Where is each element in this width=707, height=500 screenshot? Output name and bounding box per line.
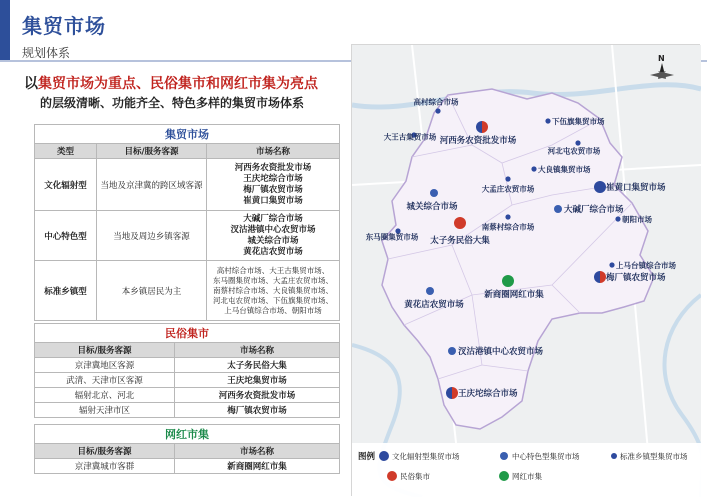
map-marker[interactable]: [384, 132, 437, 142]
folk-table-caption: 民俗集市: [35, 324, 340, 343]
legend-net-icon: [499, 471, 509, 481]
market-row-type: 文化辐射型: [35, 159, 97, 211]
net-marker-icon: [502, 275, 514, 287]
folk-header-target: 目标/服务客源: [35, 343, 175, 358]
market-name: 大碱厂综合市场: [243, 213, 303, 224]
market-name: 东马圈集贸市场、大孟庄农贸市场、: [213, 275, 333, 285]
marker-label: 朝阳市场: [622, 215, 652, 224]
folk-row-name: 王庆坨集贸市场: [175, 373, 340, 388]
culture-marker-icon: [594, 181, 606, 193]
market-table: [34, 124, 340, 321]
page-title: 集贸市场: [22, 14, 106, 38]
folk-row-target: 辐射北京、河北: [35, 388, 175, 403]
marker-label: 大碱厂综合市场: [564, 205, 624, 215]
net-header-target: 目标/服务客源: [35, 444, 175, 459]
net-row-target: 京津冀城市客群: [35, 459, 175, 474]
marker-label: 南蔡村综合市场: [481, 222, 535, 232]
folk-row-target: 京津冀地区客源: [35, 358, 175, 373]
folk-row-name: 太子务民俗大集: [175, 358, 340, 373]
net-row-name: 新商圈网红市集: [175, 459, 340, 474]
folk-row-target: 武清、天津市区客源: [35, 373, 175, 388]
market-header-type: 类型: [35, 144, 97, 159]
market-row-type: 标准乡镇型: [35, 261, 97, 321]
standard-marker-icon: [505, 214, 510, 219]
marker-label: 大良镇集贸市场: [538, 165, 591, 174]
standard-marker-icon: [575, 140, 580, 145]
standard-marker-icon: [609, 262, 614, 267]
market-row-target: 当地及京津冀的跨区域客源: [97, 159, 207, 211]
market-name: 河西务农资批发市场: [234, 162, 312, 173]
legend-item: 标准乡镇型集贸市场: [620, 452, 688, 461]
marker-label: 崔黄口集贸市场: [606, 183, 666, 193]
marker-label: 城关综合市场: [406, 202, 458, 212]
marker-label: 梅厂镇农贸市场: [606, 273, 666, 283]
district-map[interactable]: [351, 44, 700, 496]
standard-marker-icon: [531, 166, 536, 171]
folk-header-name: 市场名称: [175, 343, 340, 358]
market-row-target: 当地及周边乡镇客源: [97, 211, 207, 261]
headline-prefix: 以: [24, 76, 38, 92]
map-marker[interactable]: [448, 346, 544, 357]
table-row: [35, 403, 340, 418]
center-marker-icon: [554, 205, 562, 213]
marker-label: 新商圈网红市集: [484, 290, 544, 300]
market-header-names: 市场名称: [207, 144, 340, 159]
marker-label: 王庆坨综合市场: [458, 389, 518, 399]
market-table-caption: 集贸市场: [35, 125, 340, 144]
legend-center-icon: [500, 452, 508, 460]
marker-label: 太子务民俗大集: [430, 236, 490, 246]
center-marker-icon: [426, 287, 434, 295]
legend-standard-icon: [611, 453, 617, 459]
table-row: [35, 261, 340, 321]
net-header-name: 市场名称: [175, 444, 340, 459]
market-name: 高村综合市场、大王古集贸市场、: [216, 265, 330, 275]
marker-label: 黄花店农贸市场: [404, 300, 464, 310]
table-row: [35, 358, 340, 373]
market-name: 上马台镇综合市场、朝阳市场: [224, 305, 322, 315]
marker-label: 河北屯农贸市场: [547, 146, 601, 156]
market-name: 城关综合市场: [247, 235, 299, 246]
market-name: 黄花店农贸市场: [243, 246, 303, 257]
table-row: [35, 459, 340, 474]
map-marker[interactable]: [609, 260, 676, 270]
folk-row-name: 梅厂镇农贸市场: [175, 403, 340, 418]
legend-folk-icon: [387, 471, 397, 481]
standard-marker-icon: [615, 216, 620, 221]
net-table-caption: 网红市集: [35, 425, 340, 444]
center-marker-icon: [430, 189, 438, 197]
marker-label: 汊沽港镇中心农贸市场: [458, 347, 544, 357]
folk-row-name: 河西务农资批发市场: [175, 388, 340, 403]
page-subtitle: 规划体系: [22, 46, 71, 60]
north-label: N: [658, 54, 665, 63]
standard-marker-icon: [435, 108, 440, 113]
net-table: [34, 424, 340, 474]
market-name: 崔黄口集贸市场: [243, 195, 303, 206]
market-row-type: 中心特色型: [35, 211, 97, 261]
marker-label: 下伍旗集贸市场: [552, 117, 605, 126]
market-name: 河北屯农贸市场、下伍旗集贸市场、: [213, 295, 333, 305]
headline-emphasis: 集贸市场为重点、民俗集市和网红市集为亮点: [38, 76, 318, 92]
table-row: [35, 373, 340, 388]
legend-title: 图例: [358, 452, 376, 462]
map-canvas: [352, 45, 701, 497]
market-name: 梅厂镇农贸市场: [243, 184, 303, 195]
folk-marker-icon: [454, 217, 466, 229]
market-row-names: [207, 261, 340, 321]
headline-line2: 的层级清晰、功能齐全、特色多样的集贸市场体系: [40, 96, 305, 110]
map-legend: [352, 443, 701, 497]
market-row-target: 本乡镇居民为主: [97, 261, 207, 321]
table-row: [35, 159, 340, 211]
marker-label: 高村综合市场: [413, 97, 459, 107]
legend-culture-icon: [379, 451, 389, 461]
accent-bar: [0, 0, 10, 60]
legend-item: 中心特色型集贸市场: [512, 452, 580, 461]
market-name: 汊沽港镇中心农贸市场: [230, 224, 316, 235]
market-header-target: 目标/服务客源: [97, 144, 207, 159]
folk-row-target: 辐射天津市区: [35, 403, 175, 418]
market-row-names: [207, 211, 340, 261]
marker-label: 东马圈集贸市场: [365, 232, 419, 242]
marker-label: 河西务农资批发市场: [439, 136, 517, 146]
marker-label: 上马台镇综合市场: [616, 261, 676, 270]
center-marker-icon: [448, 347, 456, 355]
marker-label: 大王古集贸市场: [383, 132, 437, 142]
headline: [24, 73, 318, 93]
map-marker[interactable]: [545, 116, 605, 126]
map-marker[interactable]: [531, 164, 591, 174]
legend-item: 文化辐射型集贸市场: [392, 452, 460, 461]
table-row: [35, 388, 340, 403]
market-name: 南蔡村综合市场、大良镇集贸市场、: [213, 285, 333, 295]
marker-label: 大孟庄农贸市场: [481, 184, 535, 194]
market-name: 王庆坨综合市场: [243, 173, 303, 184]
standard-marker-icon: [545, 118, 550, 123]
folk-table: [34, 323, 340, 418]
map-marker[interactable]: [554, 204, 624, 215]
legend-item: 民俗集市: [400, 472, 430, 481]
market-row-names: [207, 159, 340, 211]
standard-marker-icon: [505, 176, 510, 181]
table-row: [35, 211, 340, 261]
legend-item: 网红市集: [512, 472, 542, 481]
